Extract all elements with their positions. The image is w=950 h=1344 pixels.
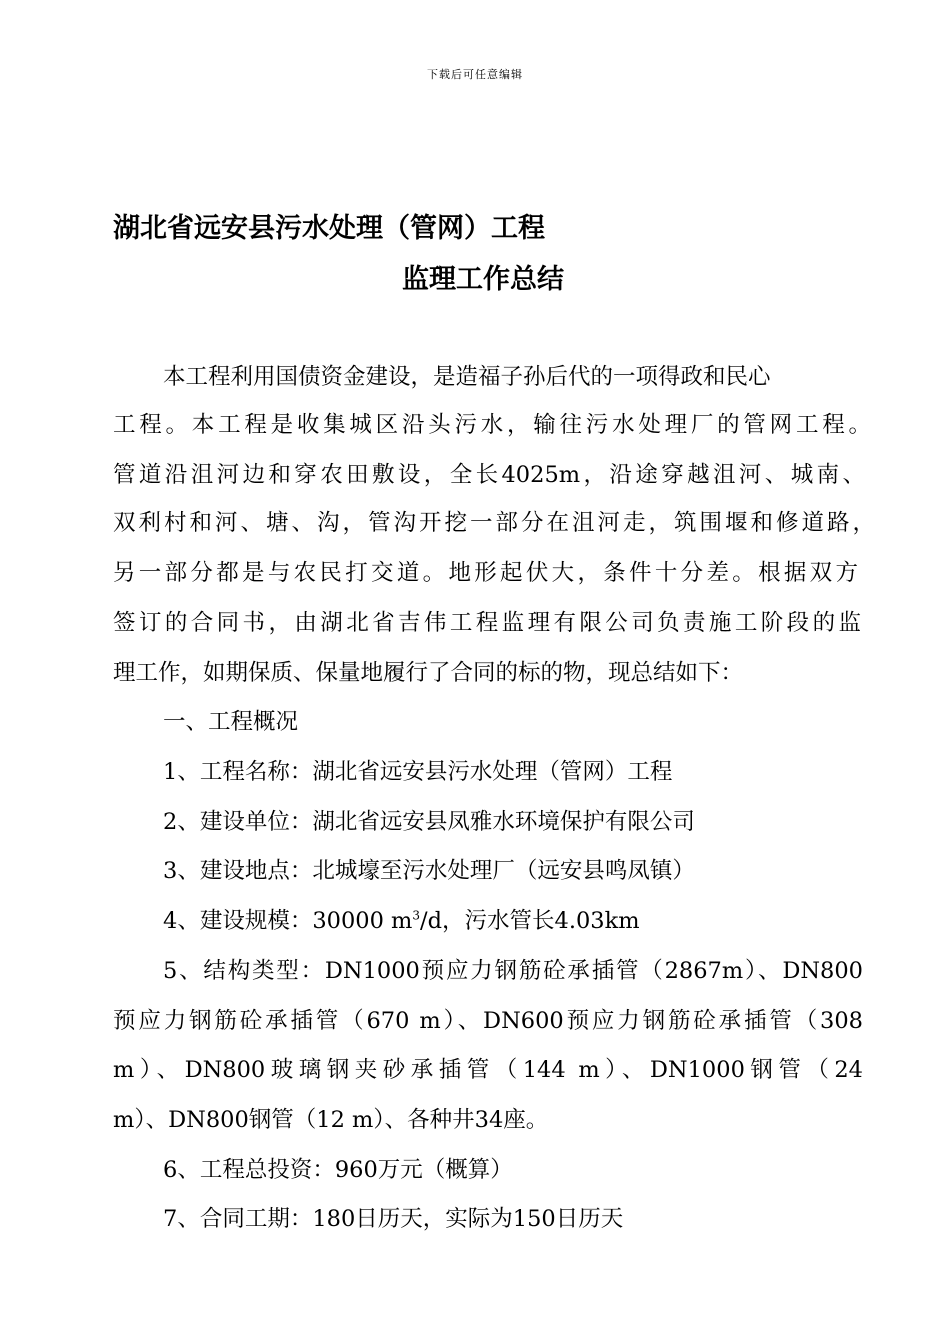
item-structure-type-line-4: m）、DN800钢管（12 m）、各种井34座。: [113, 1107, 549, 1133]
item-construction-location: 3、建设地点：北城壕至污水处理厂（远安县鸣凤镇）: [163, 858, 695, 884]
intro-line-4: 双利村和河、塘、沟，管沟开挖一部分在沮河走，筑围堰和修道路，: [113, 510, 875, 536]
item-structure-type-line-3: m）、DN800玻璃钢夹砂承插管（144 m）、DN1000钢管（24: [113, 1057, 863, 1083]
document-title-line-1: 湖北省远安县污水处理（管网）工程: [113, 213, 545, 244]
item-structure-type-line-1: 5、结构类型：DN1000预应力钢筋砼承插管（2867m）、DN800: [163, 958, 863, 984]
item4-suffix: /d，污水管长4.03km: [420, 908, 640, 934]
item4-superscript: 3: [412, 908, 421, 923]
intro-line-3: 管道沿沮河边和穿农田敷设，全长4025m，沿途穿越沮河、城南、: [113, 462, 865, 488]
item-total-investment: 6、工程总投资：960万元（概算）: [163, 1157, 513, 1183]
item-contract-period: 7、合同工期：180日历天，实际为150日历天: [163, 1206, 624, 1232]
document-title-line-2: 监理工作总结: [402, 264, 564, 295]
intro-line-7: 理工作，如期保质、保量地履行了合同的标的物，现总结如下：: [113, 660, 744, 686]
section-heading-overview: 一、工程概况: [163, 709, 299, 735]
item-construction-scale: [163, 896, 640, 946]
item-project-name: 1、工程名称：湖北省远安县污水处理（管网）工程: [163, 759, 673, 785]
item-structure-type-line-2: 预应力钢筋砼承插管（670 m）、DN600预应力钢筋砼承插管（308: [113, 1008, 863, 1034]
intro-line-1: 本工程利用国债资金建设，是造福子孙后代的一项得政和民心: [163, 364, 771, 390]
page-header-note: 下载后可任意编辑: [427, 68, 523, 81]
intro-line-6: 签订的合同书，由湖北省吉伟工程监理有限公司负责施工阶段的监: [113, 610, 861, 636]
intro-line-5: 另一部分都是与农民打交道。地形起伏大，条件十分差。根据双方: [113, 560, 858, 586]
item-construction-unit: 2、建设单位：湖北省远安县凤雅水环境保护有限公司: [163, 809, 695, 835]
intro-line-2: 工程。本工程是收集城区沿头污水，输往污水处理厂的管网工程。: [113, 412, 871, 438]
item4-prefix: 4、建设规模：30000 m: [163, 908, 413, 934]
